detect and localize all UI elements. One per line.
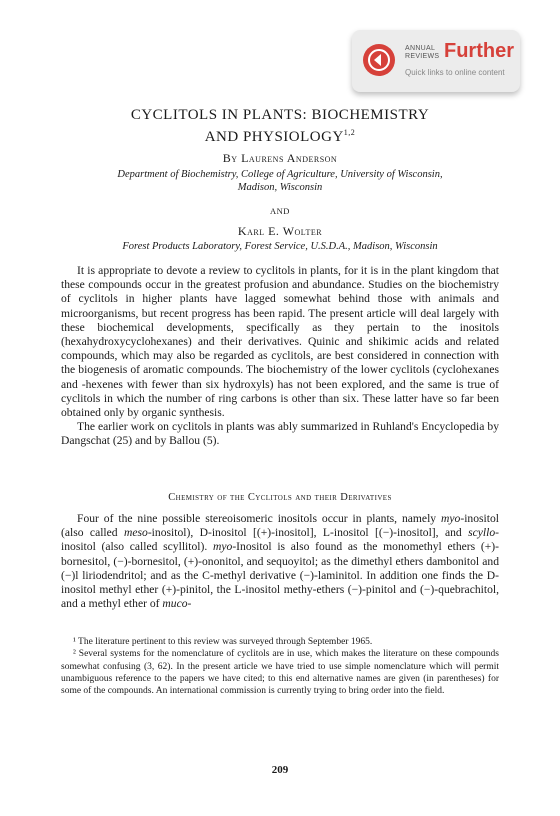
- intro-paragraph-1: It is appropriate to devote a review to cyclitols in plants, for it is in the plant kingdom that these compounds occur in the greatest profusion and abundance. Studies on the biochemistry of cyclitols in higher plants have lagged somewhat behind those with animals and microorganisms, but recent progress has been rapid. The present article will deal largely with these biochemical developments, specifically as they pertain to the inositols (hexahydroxycyclohexanes) and their derivatives. Quinic and shikimic acids and related compounds, which may also be regarded as cyclitols, are best considered in connection with the biogenesis of aromatic compounds. The biochemistry of the lower cyclitols (cyclohexanes and -hexenes with fewer than six hydroxyls) has not been explored, and the same is true of cyclitols in which the number of ring carbons is other than six. These latter have so far been obtained only by organic synthesis.: [61, 264, 499, 420]
- badge-subtitle: Quick links to online content: [405, 68, 505, 77]
- further-badge[interactable]: [352, 30, 520, 92]
- author-2-affiliation: Forest Products Laboratory, Forest Service, U.S.D.A., Madison, Wisconsin: [122, 241, 438, 252]
- author-1: By Laurens Anderson: [222, 151, 338, 165]
- and-separator: AND: [270, 206, 290, 216]
- badge-further-label: Further: [444, 40, 514, 62]
- footnote-1: ¹ The literature pertinent to this review was surveyed through September 1965.: [73, 637, 373, 647]
- article-title-line1: CYCLITOLS IN PLANTS: BIOCHEMISTRY: [130, 107, 430, 123]
- page-number: 209: [271, 764, 289, 776]
- intro-paragraph-2: The earlier work on cyclitols in plants was ably summarized in Ruhland's Encyclopedia by Dangschat (25) and by Ballou (5).: [61, 420, 499, 448]
- author-1-affiliation: Department of Biochemistry, College of Agriculture, University of Wisconsin, Madison, Wisconsin: [117, 169, 443, 193]
- section-paragraph-1: Four of the nine possible stereoisomeric inositols occur in plants, namely myo-inositol (also called meso-inositol), D-inositol [(+)-inositol], L-inositol [(−)-inositol], and scyllo-inositol (also called scyllitol). myo-Inositol is also found as the monomethyl ethers (+)-bornesitol, (−)-bornesitol, (+)-ononitol, and sequoyitol; as the dimethyl ethers dambonitol and (−)l liriodendritol; and as the C-methyl derivative (−)-laminitol. In addition one finds the D-inositol methyl ether (+)-pinitol, the L-inositol methy-ethers (−)-pinitol and (−)-quebrachitol, and a methyl ether of muco-: [61, 512, 499, 611]
- article-title-line2: AND PHYSIOLOGY$^{1,2}$: [204, 128, 356, 145]
- footnotes: [61, 636, 499, 697]
- badge-publisher: ANNUAL REVIEWS: [405, 45, 440, 60]
- author-2: Karl E. Wolter: [237, 224, 323, 238]
- section-body: [61, 512, 499, 611]
- footnote-2: ² Several systems for the nomenclature of cyclitols are in use, which makes the literature on these compounds somewhat confusing (3, 62). In the present article we have tried to use simple nomenclature which will permit unambiguous reference to the papers we have cited; to this end alternative names are given (in parentheses) for some of the compounds. An international commission is currently trying to bring order into the field.: [61, 649, 499, 697]
- section-heading: Chemistry of the Cyclitols and their Derivatives: [168, 492, 392, 503]
- arrow-left-circle-icon: [363, 44, 395, 76]
- introduction: [61, 264, 499, 449]
